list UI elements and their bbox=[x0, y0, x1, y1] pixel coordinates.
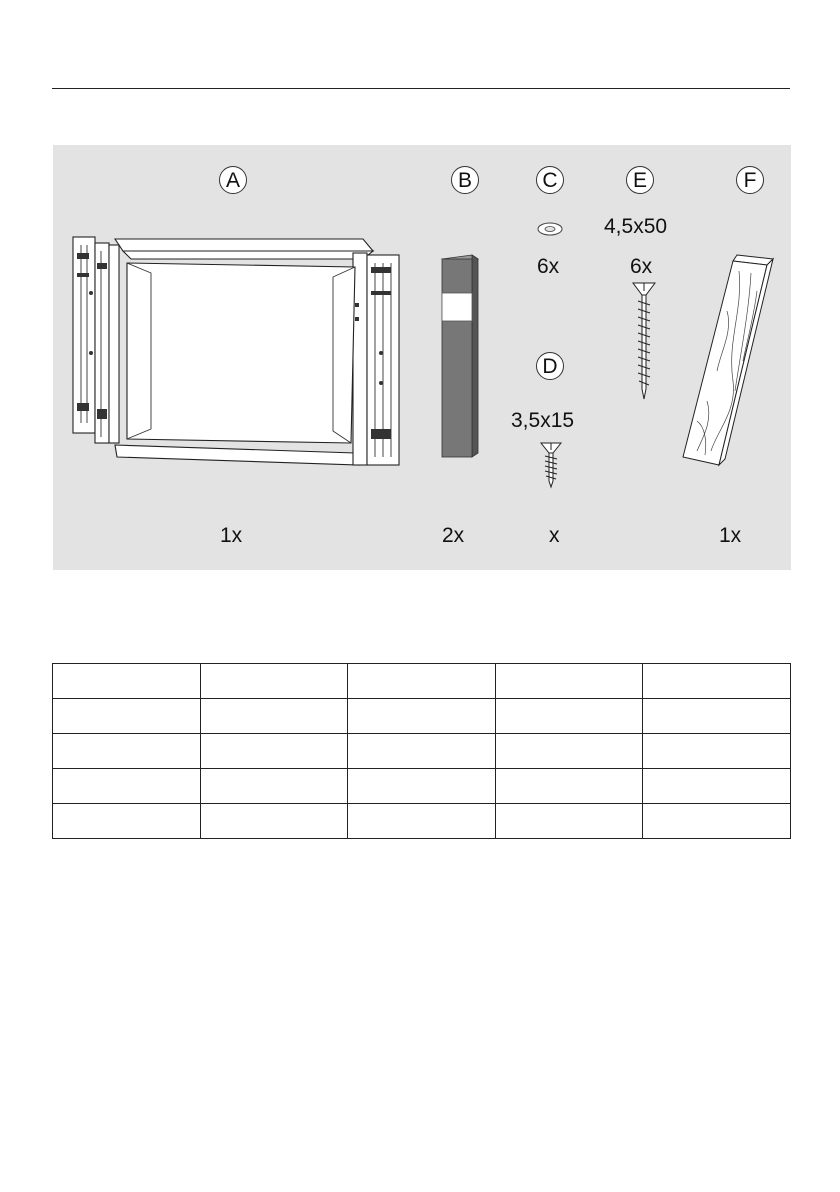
part-letter-c: C bbox=[536, 166, 564, 194]
part-d-spec: 3,5x15 bbox=[511, 409, 575, 432]
table-cell bbox=[200, 769, 348, 804]
part-letter-f: F bbox=[736, 166, 764, 194]
header-rule bbox=[52, 88, 790, 89]
table-cell bbox=[495, 734, 643, 769]
table-row bbox=[53, 804, 791, 839]
table-cell bbox=[53, 804, 201, 839]
table-row bbox=[53, 664, 791, 699]
table-cell bbox=[53, 734, 201, 769]
part-e-quantity: 6x bbox=[630, 255, 653, 278]
parts-table bbox=[52, 663, 791, 839]
part-c-quantity: 6x bbox=[537, 255, 560, 278]
part-letter-b: B bbox=[451, 166, 479, 194]
washer-icon bbox=[535, 219, 565, 239]
part-e-spec: 4,5x50 bbox=[604, 215, 668, 238]
table-cell bbox=[348, 664, 496, 699]
table-cell bbox=[495, 699, 643, 734]
parts-panel bbox=[53, 145, 791, 570]
part-letter-a: A bbox=[219, 166, 247, 194]
long-screw-icon bbox=[631, 281, 657, 401]
table-cell bbox=[348, 699, 496, 734]
part-b-quantity: 2x bbox=[442, 524, 465, 547]
table-cell bbox=[643, 699, 791, 734]
table-cell bbox=[643, 804, 791, 839]
table-row bbox=[53, 699, 791, 734]
part-letter-d: D bbox=[536, 352, 564, 380]
table-row bbox=[53, 734, 791, 769]
part-letter-e: E bbox=[626, 166, 654, 194]
table-cell bbox=[348, 734, 496, 769]
table-cell bbox=[53, 769, 201, 804]
part-d-quantity: x bbox=[549, 524, 560, 547]
table-cell bbox=[348, 769, 496, 804]
table-cell bbox=[643, 769, 791, 804]
sealing-strip-icon bbox=[438, 253, 488, 463]
part-a-quantity: 1x bbox=[220, 524, 243, 547]
frame-icon bbox=[71, 233, 409, 473]
table-cell bbox=[200, 804, 348, 839]
table-cell bbox=[348, 804, 496, 839]
table-cell bbox=[495, 769, 643, 804]
wooden-wedge-icon bbox=[677, 251, 781, 471]
short-screw-icon bbox=[539, 441, 563, 489]
table-cell bbox=[495, 804, 643, 839]
table-cell bbox=[53, 699, 201, 734]
table-cell bbox=[200, 734, 348, 769]
table-cell bbox=[200, 699, 348, 734]
table-cell bbox=[643, 734, 791, 769]
table-row bbox=[53, 769, 791, 804]
table-cell bbox=[200, 664, 348, 699]
table-cell bbox=[495, 664, 643, 699]
table-cell bbox=[643, 664, 791, 699]
part-f-quantity: 1x bbox=[719, 524, 742, 547]
table-cell bbox=[53, 664, 201, 699]
